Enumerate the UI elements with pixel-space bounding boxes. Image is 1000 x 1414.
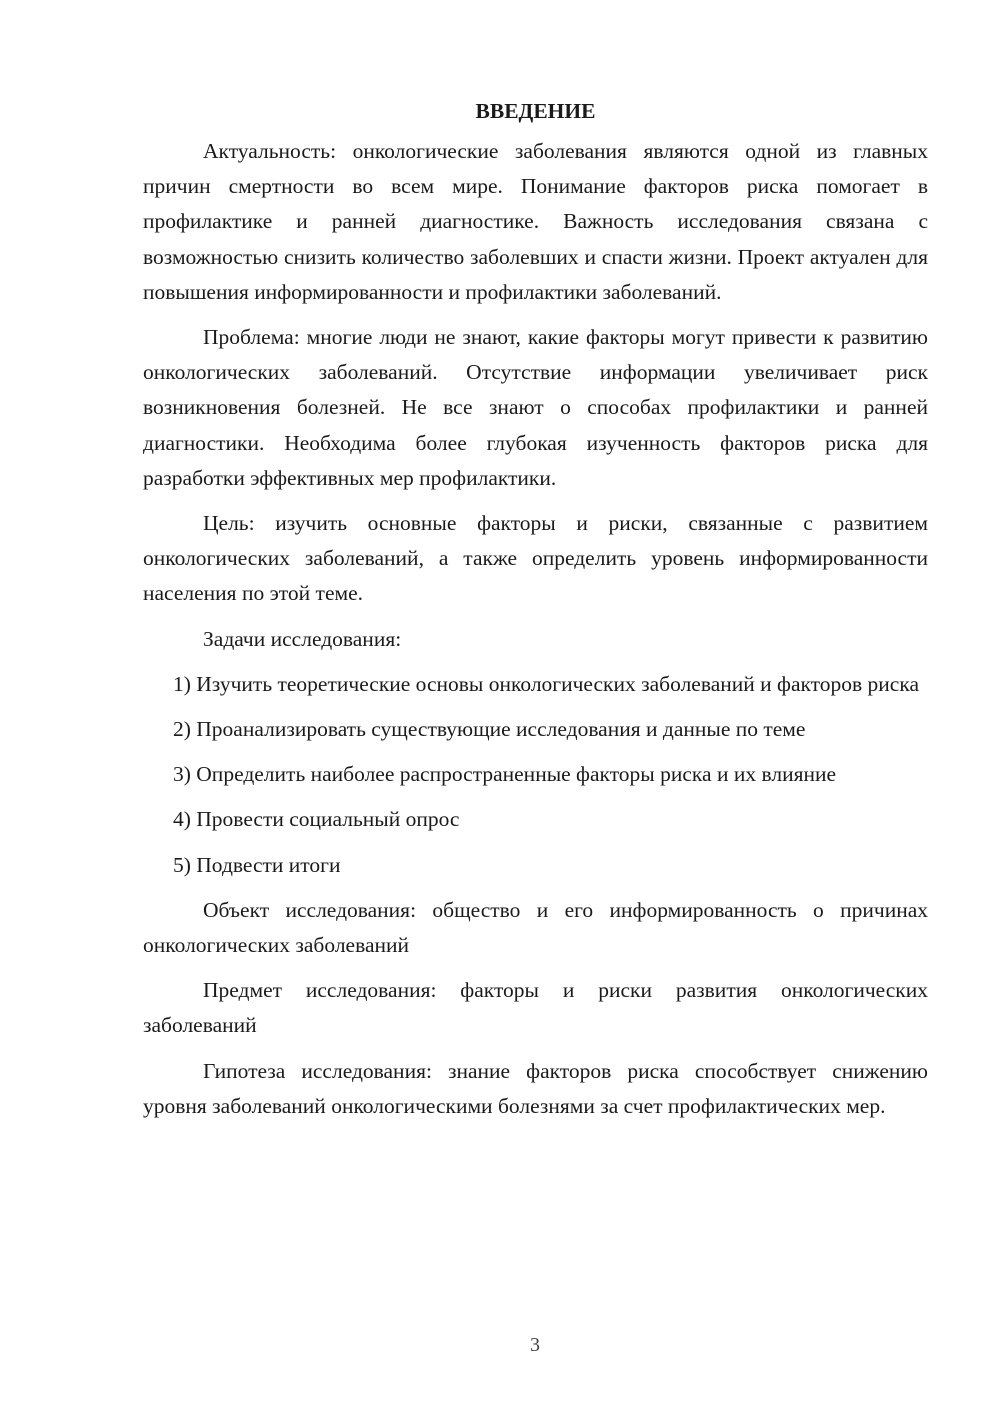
task-item: 5) Подвести итоги <box>173 852 341 877</box>
page-number: 3 <box>530 1334 540 1356</box>
paragraph-goal: Цель: изучить основные факторы и риски, связанные с развитием онкологических заболеваний, а также определить уровень информированности населения по этой теме. <box>143 511 928 606</box>
tasks-list <box>143 667 928 883</box>
task-item: 4) Провести социальный опрос <box>173 807 460 832</box>
document-page <box>143 96 928 1134</box>
task-item: 1) Изучить теоретические основы онкологических заболеваний и факторов риска <box>173 671 920 696</box>
paragraph-relevance: Актуальность: онкологические заболевания являются одной из главных причин смертности во всем мире. Понимание факторов риска помогает в профилактике и ранней диагностике. Важность исследования связана с возможностью снизить количество заболевших и спасти жизни. Проект актуален для повышения информированности и профилактики заболеваний. <box>143 139 928 304</box>
task-item: 3) Определить наиболее распространенные факторы риска и их влияние <box>173 762 837 787</box>
section-title: ВВЕДЕНИЕ <box>475 99 596 123</box>
paragraph-subject: Предмет исследования: факторы и риски развития онкологических заболеваний <box>143 978 928 1038</box>
tasks-heading: Задачи исследования: <box>203 626 402 651</box>
task-item: 2) Проанализировать существующие исследования и данные по теме <box>173 717 806 742</box>
paragraph-hypothesis: Гипотеза исследования: знание факторов риска способствует снижению уровня заболеваний онкологическими болезнями за счет профилактических мер. <box>143 1058 928 1118</box>
paragraph-problem: Проблема: многие люди не знают, какие факторы могут привести к развитию онкологических заболеваний. Отсутствие информации увеличивает риск возникновения болезней. Не все знают о способах профилактики и ранней диагностики. Необходима более глубокая изученность факторов риска для разработки эффективных мер профилактики. <box>143 325 928 490</box>
paragraph-object: Объект исследования: общество и его информированность о причинах онкологических заболеваний <box>143 897 928 958</box>
